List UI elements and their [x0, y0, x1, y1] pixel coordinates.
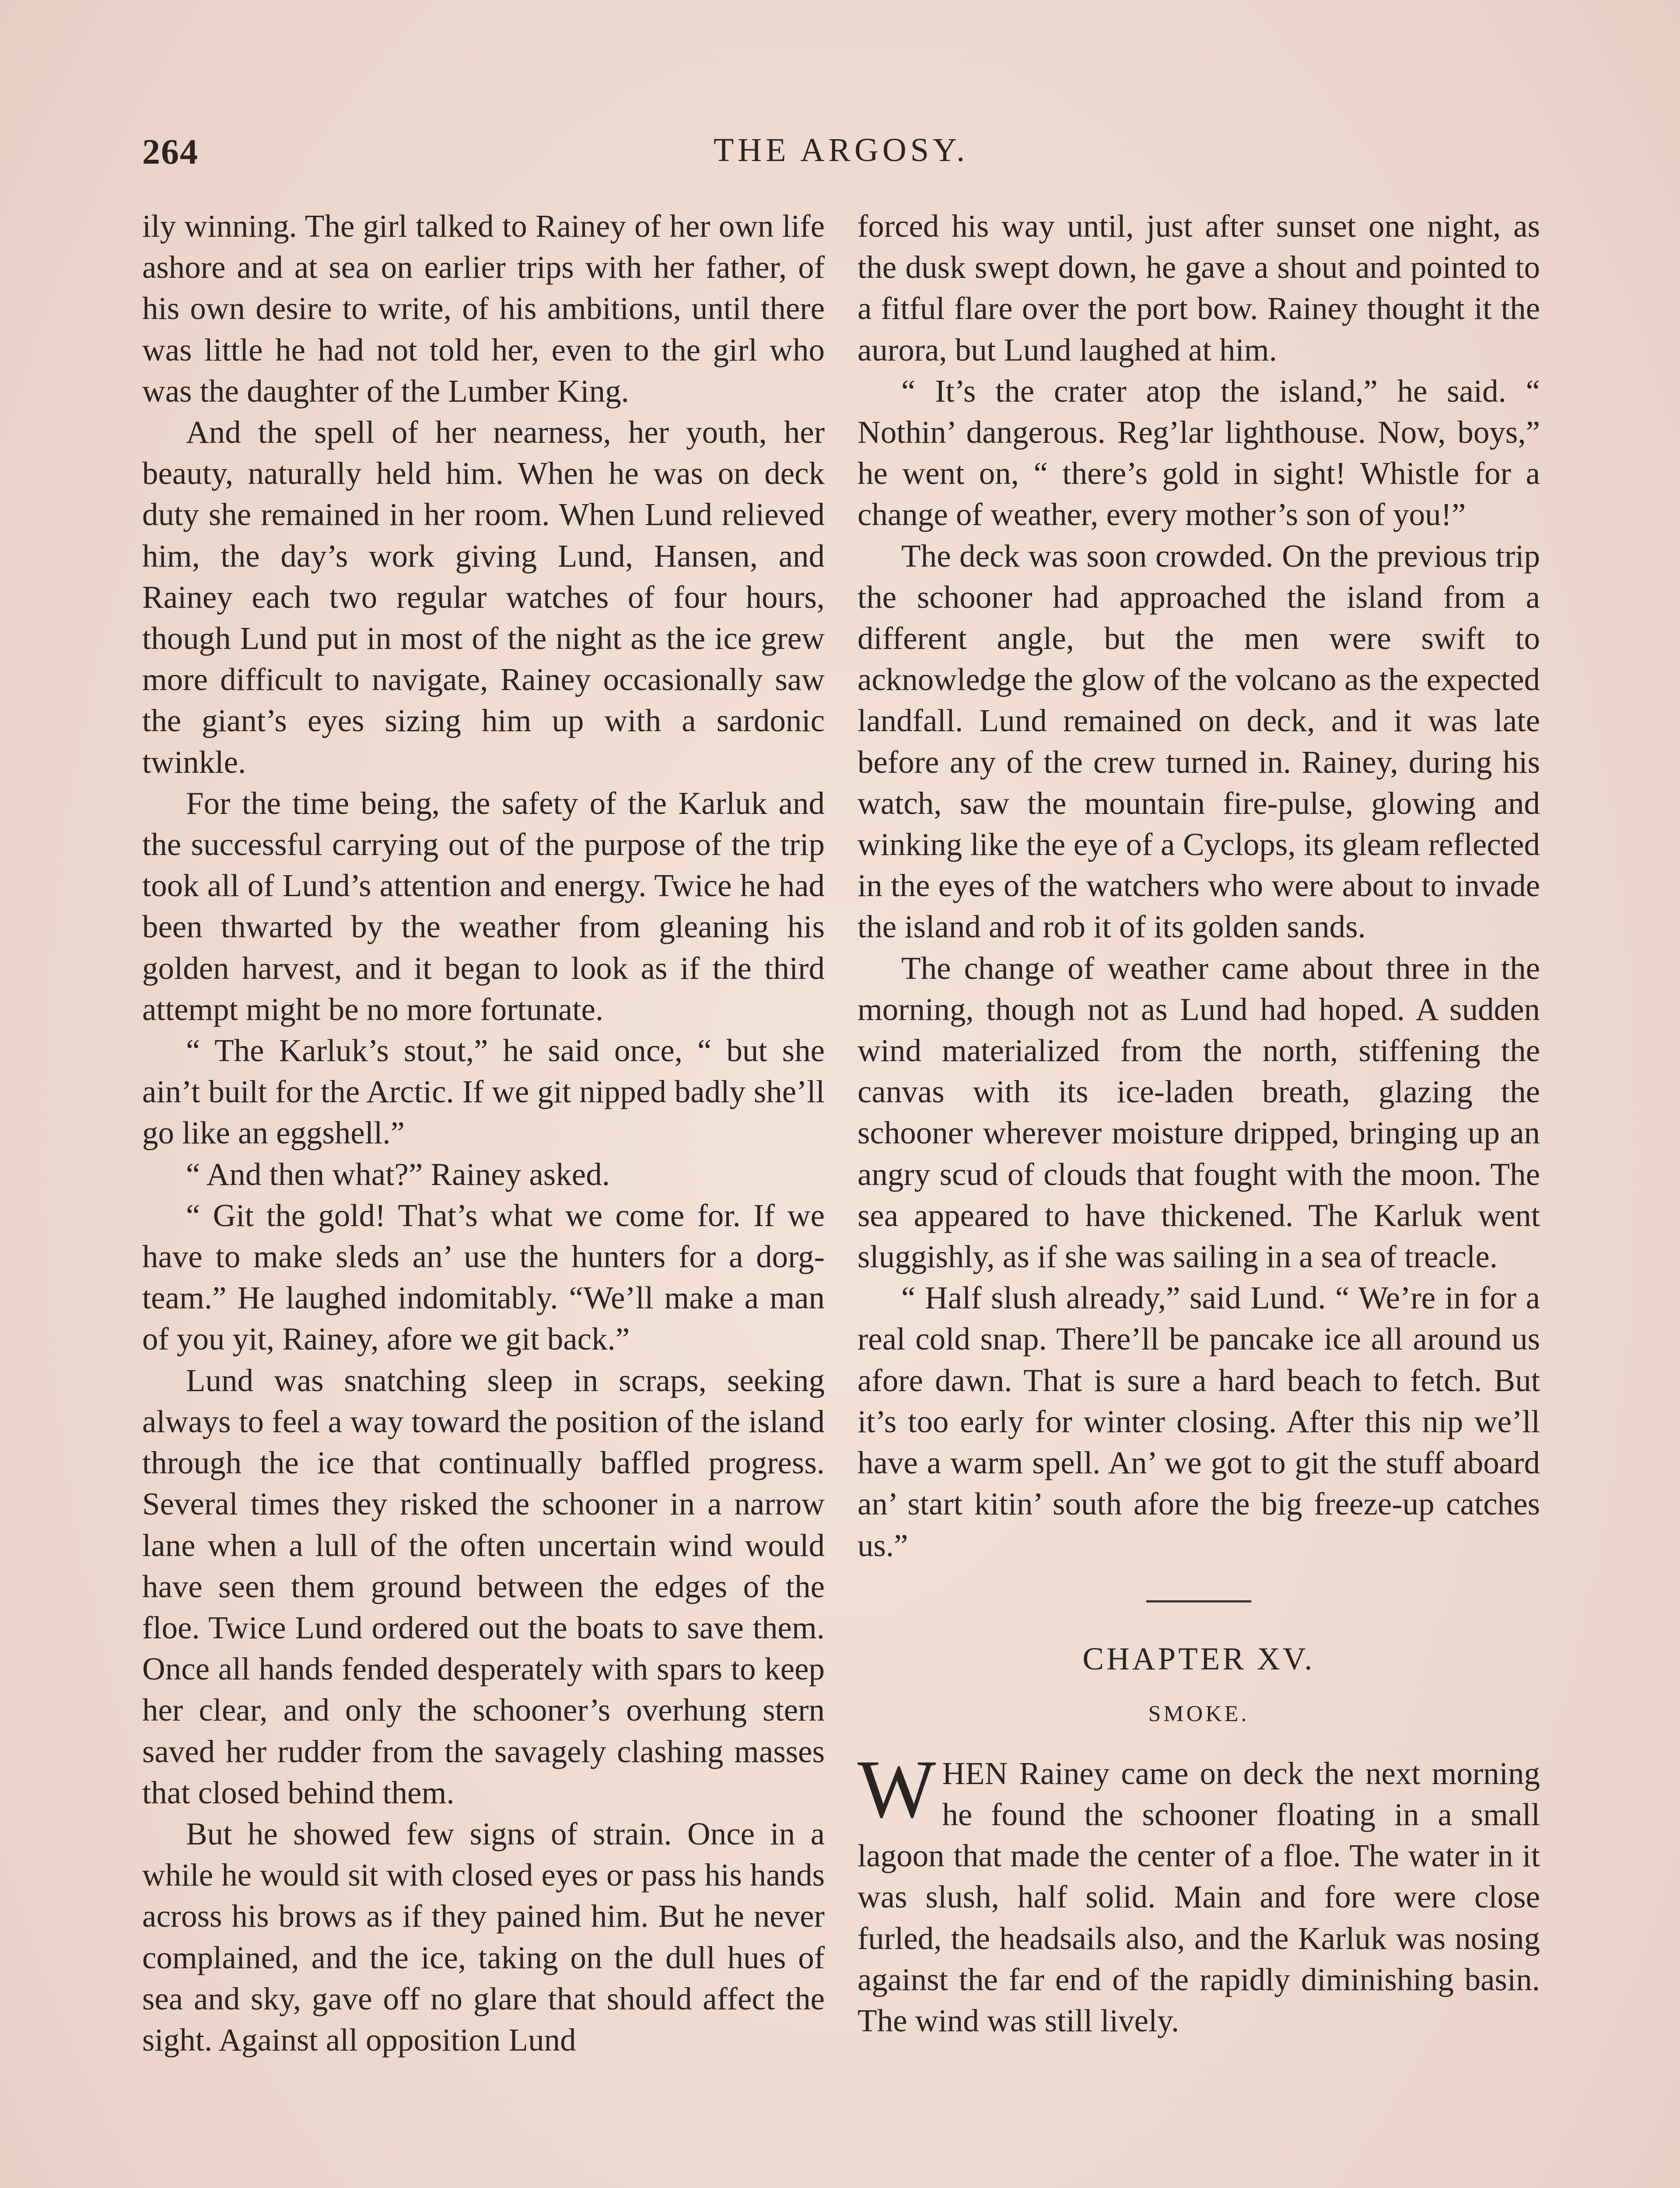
chapter-subtitle: SMOKE.: [1148, 1701, 1250, 1726]
paragraph: ily winning. The girl talked to Rainey of her own life ashore and at sea on earlier trips with her father, of his own desire to write, of his ambitions, until there was little he had not told her, even to the girl who was the daughter of the Lumber King.: [142, 208, 825, 409]
paragraph: “ It’s the crater atop the island,” he said. “ Nothin’ dangerous. Reg’lar lighthouse. Now, boys,” he went on, “ there’s gold in sight! Whistle for a change of weather, every mother’s son of you!”: [858, 373, 1540, 533]
paragraph: Lund was snatching sleep in scraps, seeking always to feel a way toward the position of the island through the ice that continually baffled progress. Several times they risked the schooner in a narrow lane when a lull of the often uncertain wind would have seen them ground between the edges of the floe. Twice Lund ordered out the boats to save them. Once all hands fended desperately with spars to keep her clear, and only the schooner’s overhung stern saved her rudder from the savagely clashing masses that closed behind them.: [142, 1362, 825, 1810]
chapter-first-paragraph: [858, 1743, 1540, 2041]
drop-cap: W: [858, 1743, 936, 1835]
page-header: [142, 131, 1540, 179]
chapter-title: CHAPTER XV.: [1082, 1641, 1315, 1676]
paragraph: “ Half slush already,” said Lund. “ We’re in for a real cold snap. There’ll be pancake ice all around us afore dawn. That is sure a hard beach to fetch. But it’s too early for winter closing. After this nip we’ll have a warm spell. An’ we got to git the stuff aboard an’ start kitin’ south afore the big freeze-up catches us.”: [858, 1280, 1540, 1563]
paragraph: The deck was soon crowded. On the previous trip the schooner had approached the island from a different angle, but the men were swift to acknowledge the glow of the volcano as the expected landfall. Lund remained on deck, and it was late before any of the crew turned in. Rainey, during his watch, saw the mountain fire-pulse, glowing and winking like the eye of a Cyclops, its gleam reflected in the eyes of the watchers who were about to invade the island and rob it of its golden sands.: [858, 538, 1540, 945]
paragraph: For the time being, the safety of the Karluk and the successful carrying out of the purpose of the trip took all of Lund’s attention and energy. Twice he had been thwarted by the weather from gleaning his golden harvest, and it began to look as if the third attempt might be no more fortunate.: [142, 785, 825, 1027]
paragraph: And the spell of her nearness, her youth, her beauty, naturally held him. When he was on deck duty she remained in her room. When Lund relieved him, the day’s work giving Lund, Hansen, and Rainey each two regular watches of four hours, though Lund put in most of the night as the ice grew more difficult to navigate, Rainey occasionally saw the giant’s eyes sizing him up with a sardonic twinkle.: [142, 414, 825, 780]
chapter-first-paragraph-text: HEN Rainey came on deck the next morning he found the schooner floating in a small lagoon that made the center of a floe. The water in it was slush, half solid. Main and fore were close furled, the headsails also, and the Karluk was nosing against the far end of the rapidly diminishing basin. The wind was still lively.: [858, 1755, 1540, 2038]
paragraph: “ And then what?” Rainey asked.: [186, 1156, 610, 1192]
paragraph: The change of weather came about three in the morning, though not as Lund had hoped. A sudden wind materialized from the north, stiffening the canvas with its ice-laden breath, glazing the schooner wherever moisture dripped, bringing up an angry scud of clouds that fought with the moon. The sea appeared to have thickened. The Karluk went sluggishly, as if she was sailing in a sea of treacle.: [858, 950, 1540, 1275]
paragraph: But he showed few signs of strain. Once in a while he would sit with closed eyes or pass his hands across his brows as if they pained him. But he never complained, and the ice, taking on the dull hues of sea and sky, gave off no glare that should affect the sight. Against all opposition Lund: [142, 1816, 825, 2058]
page-number: 264: [142, 132, 199, 172]
paragraph: “ Git the gold! That’s what we come for. If we have to make sleds an’ use the hunters for a dorg-team.” He laughed indomitably. “We’ll make a man of you yit, Rainey, afore we git back.”: [142, 1197, 825, 1357]
paragraph: forced his way until, just after sunset one night, as the dusk swept down, he gave a shout and pointed to a fitful flare over the port bow. Rainey thought it the aurora, but Lund laughed at him.: [858, 208, 1540, 368]
right-column: [858, 206, 1540, 2041]
left-column: [142, 206, 825, 2061]
paragraph: “ The Karluk’s stout,” he said once, “ but she ain’t built for the Arctic. If we git nipped badly she’ll go like an eggshell.”: [142, 1033, 825, 1151]
running-title: THE ARGOSY.: [713, 132, 969, 168]
section-divider: [1146, 1600, 1251, 1602]
